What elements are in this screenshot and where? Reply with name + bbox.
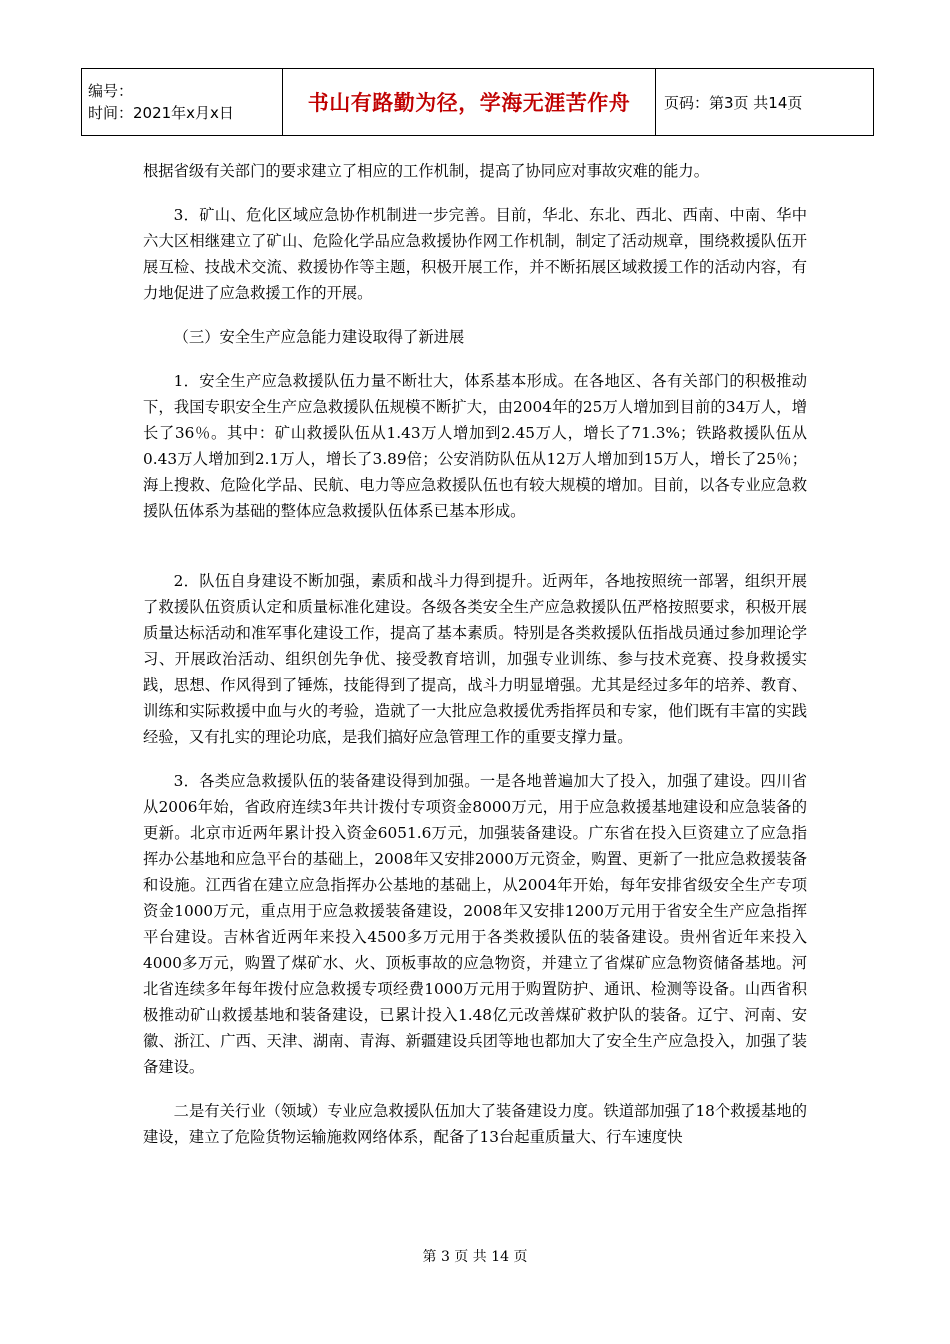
section-heading: （三）安全生产应急能力建设取得了新进展 <box>173 328 465 346</box>
header-page-cell <box>656 69 874 136</box>
paragraph-continuation: 根据省级有关部门的要求建立了相应的工作机制，提高了协同应对事故灾难的能力。 <box>143 162 709 180</box>
paragraph-equipment: 3．各类应急救援队伍的装备建设得到加强。一是各地普遍加大了投入，加强了建设。四川省从2006年始，省政府连续3年共计拨付专项资金8000万元，用于应急救援基地建设和应急装备的更新。北京市近两年累计投入资金6051.6万元，加强装备建设。广东省在投入巨资建立了应急指挥办公基地和应急平台的基础上，2008年又安排2000万元资金，购置、更新了一批应急救援装备和设施。江西省在建立应急指挥办公基地的基础上，从2004年开始，每年安排省级安全生产专项资金1000万元，重点用于应急救援装备建设，2008年又安排1200万元用于省安全生产应急指挥平台建设。吉林省近两年来投入4500多万元用于各类救援队伍的装备建设。贵州省近年来投入4000多万元，购置了煤矿水、火、顶板事故的应急物资，并建立了省煤矿应急物资储备基地。河北省连续多年每年拨付应急救援专项经费1000万元用于购置防护、通讯、检测等设备。山西省积极推动矿山救援基地和装备建设，已累计投入1.48亿元改善煤矿救护队的装备。辽宁、河南、安徽、浙江、广西、天津、湖南、青海、新疆建设兵团等地也都加大了安全生产应急投入，加强了装备建设。 <box>143 772 807 1076</box>
page-footer: 第 3 页 共 14 页 <box>422 1249 528 1265</box>
paragraph-industry-equipment: 二是有关行业（领域）专业应急救援队伍加大了装备建设力度。铁道部加强了18个救援基地的建设，建立了危险货物运输施救网络体系，配备了13台起重质量大、行车速度快 <box>143 1102 807 1146</box>
document-body <box>143 158 807 1150</box>
header-meta-cell <box>82 69 283 136</box>
header-page-info: 页码：第3页 共14页 <box>664 93 803 112</box>
document-number-label: 编号： <box>88 82 134 100</box>
header-table <box>81 68 874 136</box>
header-motto: 书山有路勤为径，学海无涯苦作舟 <box>307 91 631 115</box>
header-motto-cell <box>283 69 656 136</box>
paragraph-team-quality: 2．队伍自身建设不断加强，素质和战斗力得到提升。近两年，各地按照统一部署，组织开展了救援队伍资质认定和质量标准化建设。各级各类安全生产应急救援队伍严格按照要求，积极开展质量达标活动和准军事化建设工作，提高了基本素质。特别是各类救援队伍指战员通过参加理论学习、开展政治活动、组织创先争优、接受教育培训，加强专业训练、参与技术竞赛、投身救援实践，思想、作风得到了锤炼，技能得到了提高，战斗力明显增强。尤其是经过多年的培养、教育、训练和实际救援中血与火的考验，造就了一大批应急救援优秀指挥员和专家，他们既有丰富的实践经验，又有扎实的理论功底，是我们搞好应急管理工作的重要支撑力量。 <box>143 572 807 746</box>
paragraph-regional-cooperation: 3．矿山、危化区域应急协作机制进一步完善。目前，华北、东北、西北、西南、中南、华中六大区相继建立了矿山、危险化学品应急救援协作网工作机制，制定了活动规章，围绕救援队伍开展互检、技战术交流、救援协作等主题，积极开展工作，并不断拓展区域救援工作的活动内容，有力地促进了应急救援工作的开展。 <box>143 206 807 302</box>
paragraph-team-strength: 1．安全生产应急救援队伍力量不断壮大，体系基本形成。在各地区、各有关部门的积极推动下，我国专职安全生产应急救援队伍规模不断扩大，由2004年的25万人增加到目前的34万人，增长了36％。其中：矿山救援队伍从1.43万人增加到2.45万人，增长了71.3%；铁路救援队伍从0.43万人增加到2.1万人，增长了3.89倍；公安消防队伍从12万人增加到15万人，增长了25％；海上搜救、危险化学品、民航、电力等应急救援队伍也有较大规模的增加。目前，以各专业应急救援队伍体系为基础的整体应急救援队伍体系已基本形成。 <box>143 372 807 520</box>
document-time-label: 时间：2021年x月x日 <box>88 104 234 122</box>
